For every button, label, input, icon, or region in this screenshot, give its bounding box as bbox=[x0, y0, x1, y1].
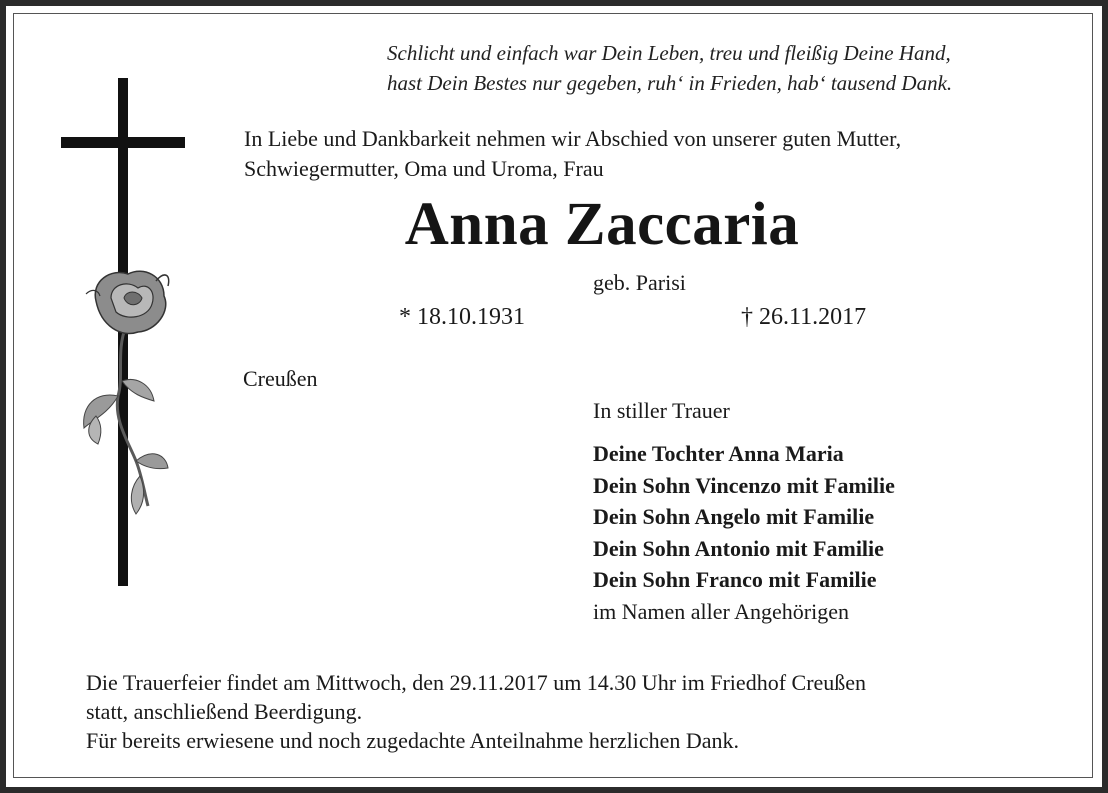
intro-line-2: Schwiegermutter, Oma und Uroma, Frau bbox=[244, 156, 604, 181]
verse-line-1: Schlicht und einfach war Dein Leben, treu und fleißig Deine Hand, bbox=[387, 41, 951, 65]
intro-text bbox=[244, 124, 901, 184]
funeral-line-2: statt, anschließend Beerdigung. bbox=[86, 699, 363, 724]
cross-with-rose-icon bbox=[56, 76, 196, 591]
mourners-closing: im Namen aller Angehörigen bbox=[593, 598, 849, 624]
place-name: Creußen bbox=[243, 366, 318, 391]
mourners-list bbox=[593, 438, 895, 627]
verse-line-2: hast Dein Bestes nur gegeben, ruh‘ in Frieden, hab‘ tausend Dank. bbox=[387, 71, 953, 95]
mourner-item: Dein Sohn Angelo mit Familie bbox=[593, 504, 875, 529]
death-date: † 26.11.2017 bbox=[741, 304, 867, 330]
deceased-name: Anna Zaccaria bbox=[404, 191, 800, 258]
rose-bloom bbox=[86, 271, 169, 333]
mourner-item: Deine Tochter Anna Maria bbox=[593, 441, 844, 466]
mourning-label: In stiller Trauer bbox=[593, 398, 730, 423]
mourner-item: Dein Sohn Vincenzo mit Familie bbox=[593, 472, 895, 498]
funeral-notice bbox=[86, 668, 866, 755]
funeral-line-3: Für bereits erwiesene und noch zugedachte Anteilnahme herzlichen Dank. bbox=[86, 728, 740, 753]
cross-horizontal-bar bbox=[61, 137, 185, 148]
rose-leaf bbox=[136, 454, 168, 469]
rose-leaf bbox=[131, 476, 143, 514]
mourner-item: Dein Sohn Franco mit Familie bbox=[593, 567, 877, 592]
birth-date: * 18.10.1931 bbox=[399, 304, 525, 330]
intro-line-1: In Liebe und Dankbarkeit nehmen wir Abschied von unserer guten Mutter, bbox=[244, 126, 902, 151]
rose-leaf bbox=[84, 395, 118, 428]
memorial-verse bbox=[387, 38, 952, 98]
maiden-name: geb. Parisi bbox=[593, 270, 686, 295]
funeral-line-1: Die Trauerfeier findet am Mittwoch, den 29.11.2017 um 14.30 Uhr im Friedhof Creußen bbox=[86, 670, 867, 695]
mourner-item: Dein Sohn Antonio mit Familie bbox=[593, 535, 884, 561]
